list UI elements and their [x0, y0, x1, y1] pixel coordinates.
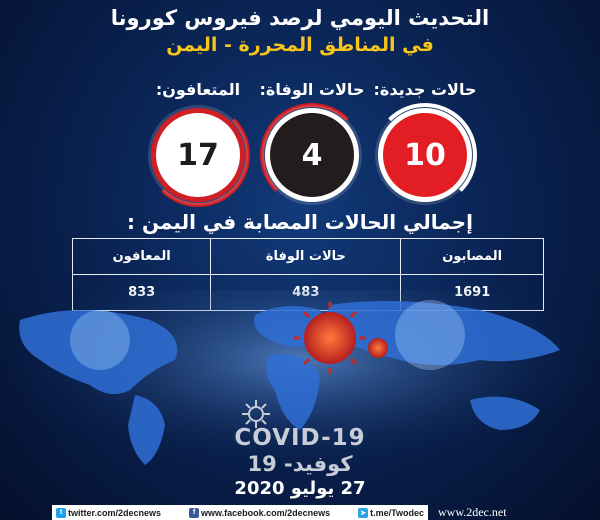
covid-label-en: COVID-19 — [234, 425, 366, 451]
recovered-label: المتعافون: — [155, 80, 241, 99]
table-header-cell: حالات الوفاة — [211, 239, 401, 275]
deaths-label: حالات الوفاة: — [259, 80, 365, 99]
page-subtitle: في المناطق المحررة - اليمن — [166, 34, 434, 56]
table-header-cell: المعافون — [73, 239, 211, 275]
table-header-row — [73, 239, 544, 275]
social-footer — [52, 505, 428, 520]
facebook-link[interactable] — [189, 508, 330, 518]
telegram-link[interactable] — [358, 508, 424, 518]
twitter-handle: twitter.com/2decnews — [68, 507, 162, 518]
deaths-value: 4 — [265, 108, 359, 202]
covid-label-ar: كوفيد- 19 — [247, 452, 353, 476]
twitter-icon: t — [56, 508, 66, 518]
new-cases-value: 10 — [378, 108, 472, 202]
telegram-icon: ➤ — [358, 508, 368, 518]
totals-heading: إجمالي الحالات المصابة في اليمن : — [127, 210, 473, 234]
new-cases-label: حالات جديدة: — [373, 80, 477, 99]
recovered-value: 17 — [151, 108, 245, 202]
facebook-icon: f — [189, 508, 199, 518]
table-header-cell: المصابون — [401, 239, 544, 275]
facebook-handle: www.facebook.com/2decnews — [200, 507, 331, 518]
telegram-handle: t.me/Twodec — [370, 507, 424, 518]
twitter-link[interactable] — [56, 508, 161, 518]
website-link[interactable]: www.2dec.net — [438, 505, 507, 519]
date-label: 27 يوليو 2020 — [234, 478, 366, 499]
page-title: التحديث اليومي لرصد فيروس كورونا — [110, 6, 490, 30]
